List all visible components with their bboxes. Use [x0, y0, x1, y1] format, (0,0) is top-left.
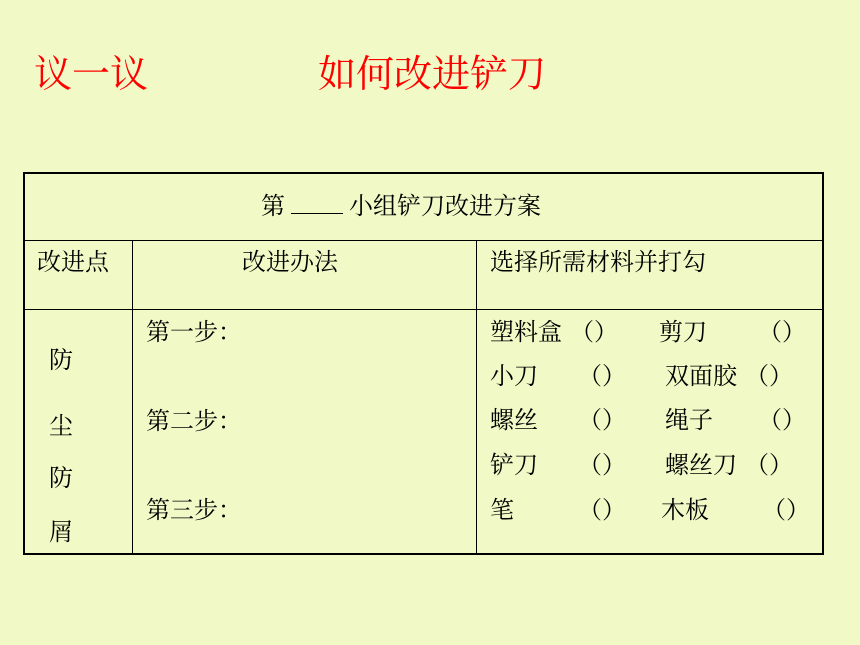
- header-improvement-point: 改进点: [37, 248, 109, 276]
- material-checkbox[interactable]: （）: [758, 406, 806, 434]
- material-checkbox[interactable]: （）: [745, 362, 793, 390]
- material-checkbox[interactable]: （）: [578, 362, 626, 390]
- discussion-heading: 议一议: [34, 52, 149, 96]
- material-name: 笔: [490, 496, 514, 524]
- material-name: 塑料盒: [490, 318, 562, 346]
- material-checkbox[interactable]: （）: [578, 496, 626, 524]
- table-title: [261, 191, 541, 221]
- header-improvement-method: 改进办法: [242, 248, 338, 276]
- table-divider: [25, 309, 822, 310]
- title-suffix: 小组铲刀改进方案: [349, 192, 541, 220]
- table-divider: [25, 240, 822, 241]
- improvement-plan-table: [23, 172, 824, 555]
- table-divider: [476, 240, 477, 553]
- material-name: 剪刀: [659, 318, 707, 346]
- point-char: 屑: [49, 518, 73, 546]
- material-name: 双面胶: [665, 362, 737, 390]
- step-3-label: 第三步：: [146, 496, 242, 524]
- material-checkbox[interactable]: （）: [758, 318, 806, 346]
- material-name: 螺丝刀: [665, 451, 737, 479]
- material-checkbox[interactable]: （）: [578, 406, 626, 434]
- material-name: 小刀: [490, 362, 538, 390]
- step-2-label: 第二步：: [146, 407, 242, 435]
- header-materials: 选择所需材料并打勾: [490, 248, 706, 276]
- step-1-label: 第一步：: [146, 318, 242, 346]
- material-checkbox[interactable]: （）: [745, 451, 793, 479]
- material-checkbox[interactable]: （）: [762, 496, 810, 524]
- material-checkbox[interactable]: （）: [570, 318, 618, 346]
- title-prefix: 第: [261, 192, 285, 220]
- topic-heading: 如何改进铲刀: [318, 52, 547, 96]
- material-checkbox[interactable]: （）: [578, 451, 626, 479]
- point-char: 防: [49, 464, 73, 492]
- point-char: 防: [49, 346, 73, 374]
- material-name: 螺丝: [490, 406, 538, 434]
- material-name: 铲刀: [490, 451, 538, 479]
- material-name: 木板: [661, 496, 709, 524]
- material-name: 绳子: [665, 406, 713, 434]
- group-number-blank[interactable]: [291, 191, 343, 214]
- table-divider: [132, 240, 133, 553]
- point-char: 尘: [49, 412, 73, 440]
